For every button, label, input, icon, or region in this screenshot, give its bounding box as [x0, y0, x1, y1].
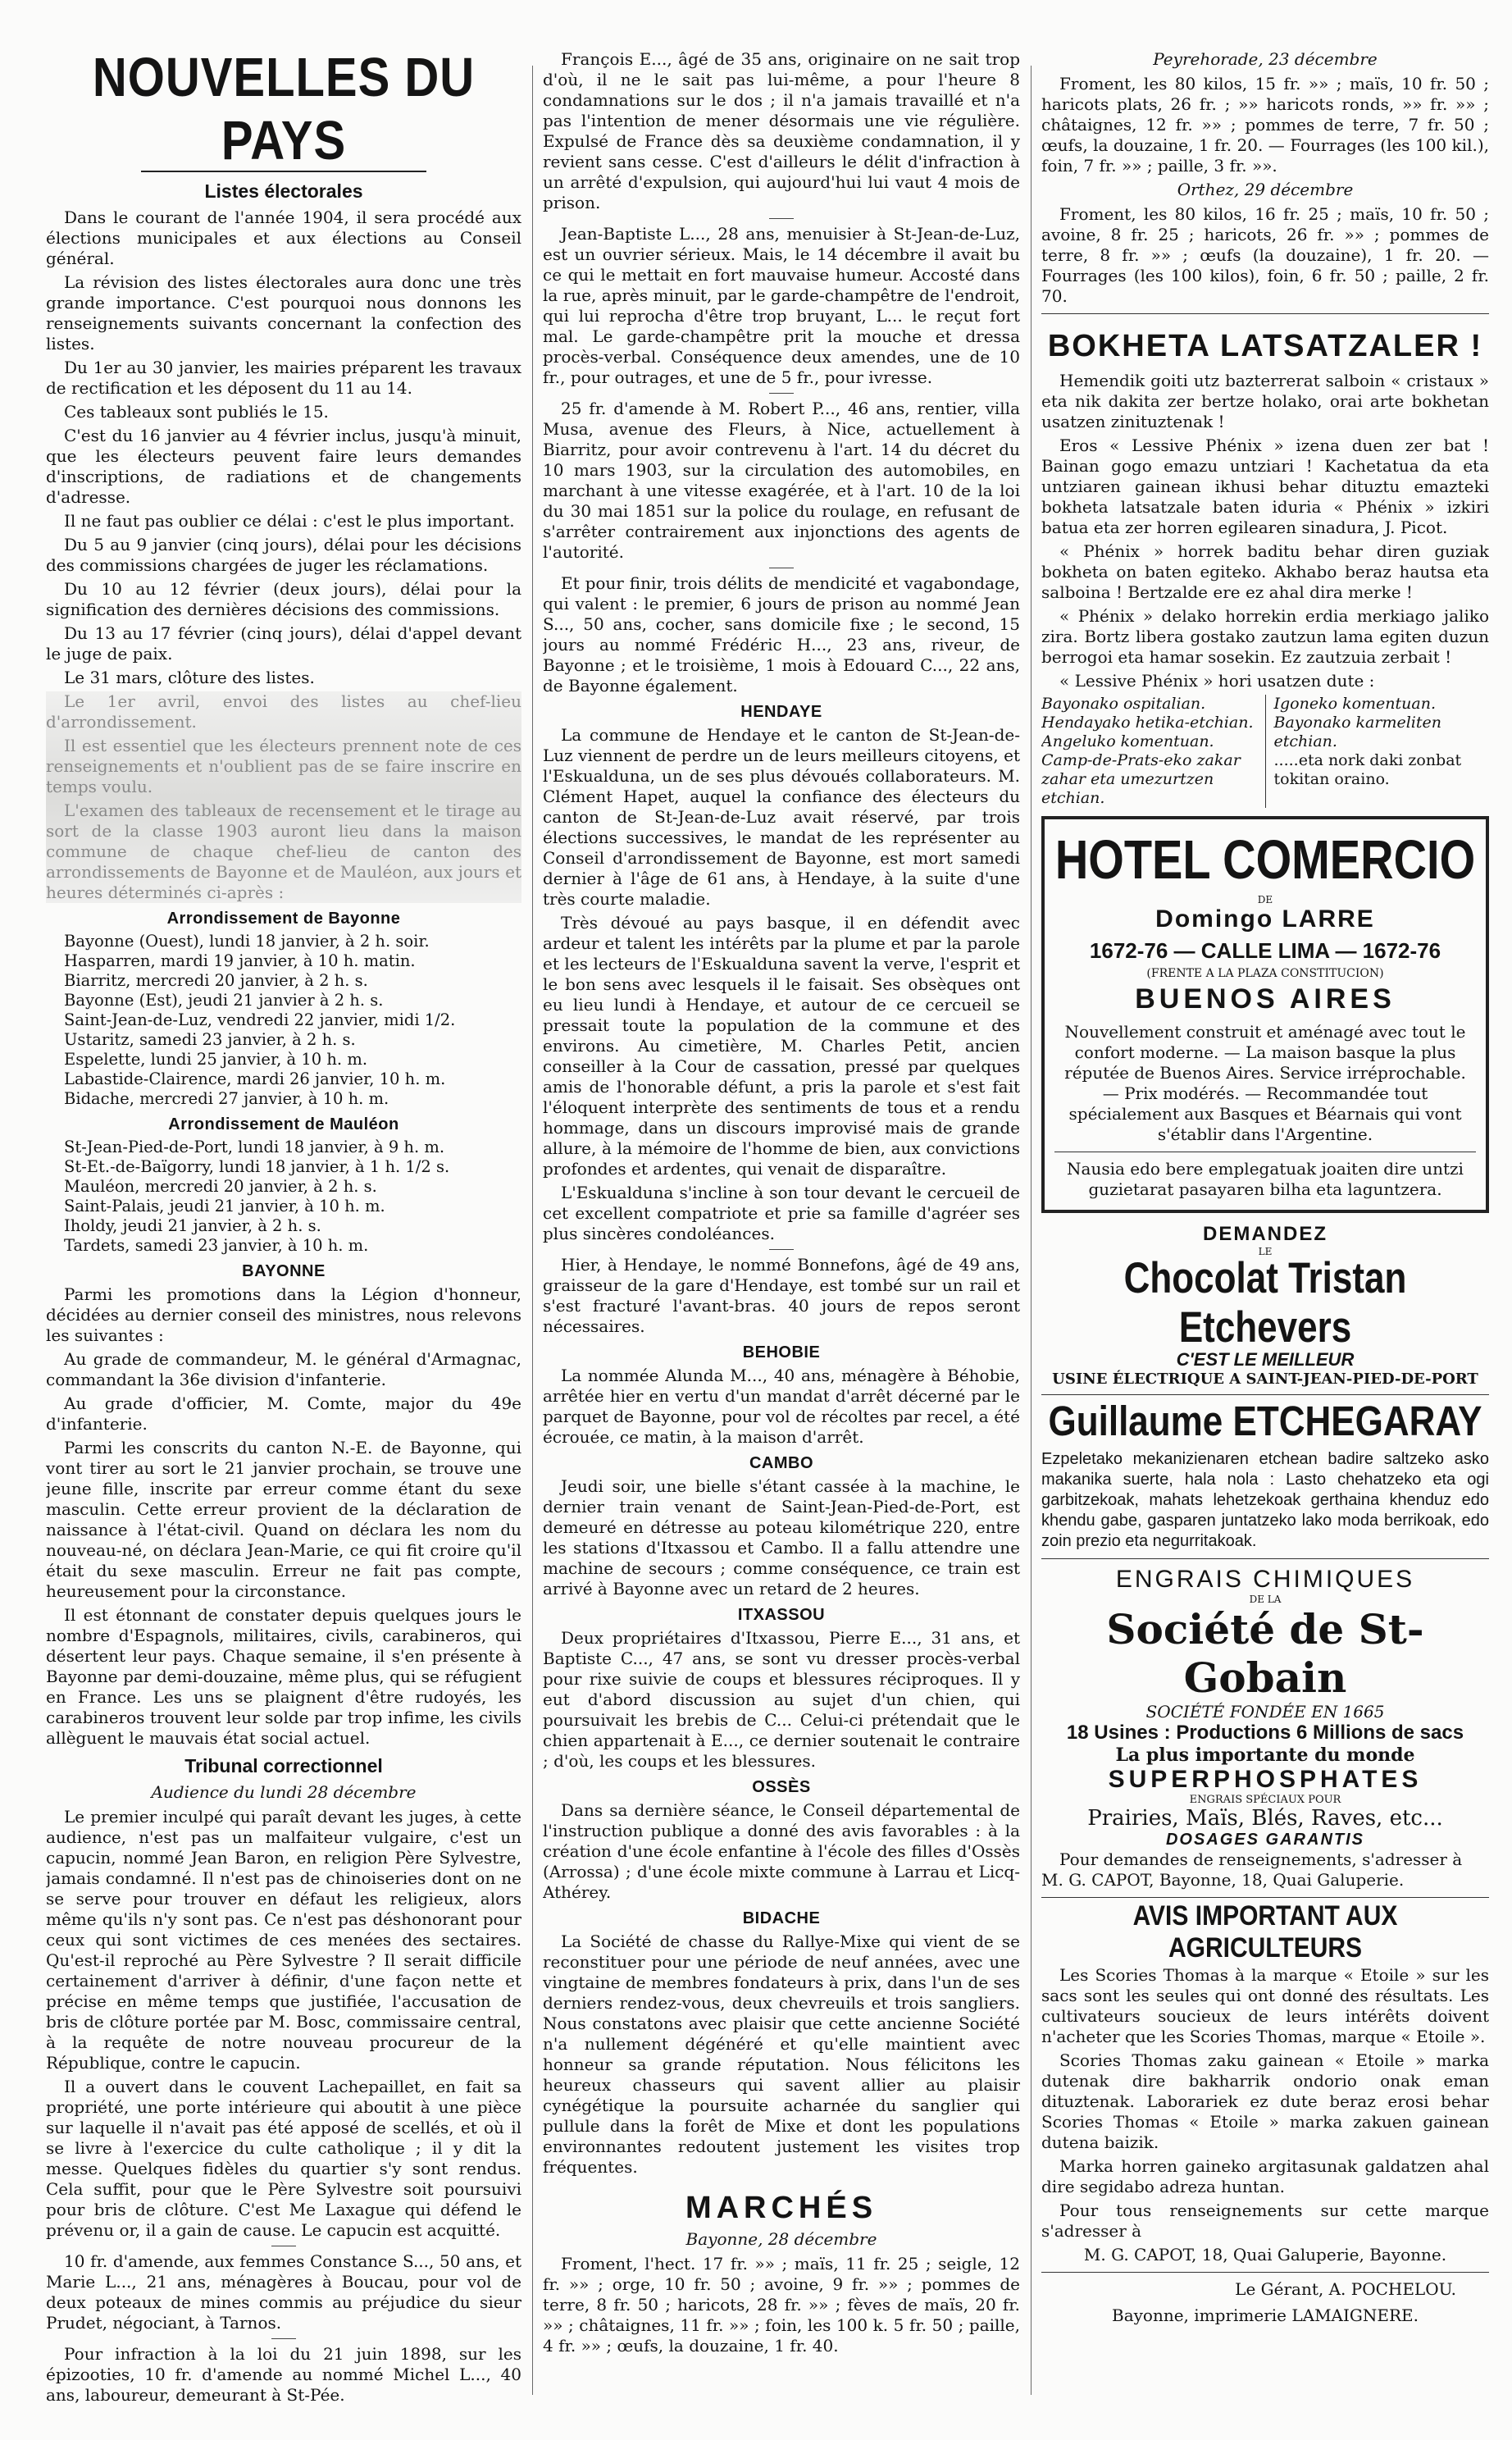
- hotel-city: BUENOS AIRES: [1135, 983, 1396, 1015]
- newspaper-page: [46, 49, 1489, 2411]
- paragraph: Le 31 mars, clôture des listes.: [64, 668, 315, 687]
- bokheta-locations: [1041, 695, 1489, 808]
- paragraph: Hier, à Hendaye, le nommé Bonnefons, âgé de 49 ans, graisseur de la gare d'Hendaye, est tombé sur un rail et s'est fracturé l'avant-bras. 40 jours de repos seront nécessaires.: [543, 1255, 1020, 1336]
- location: Bayonako ospitalian.: [1041, 695, 1206, 713]
- paragraph: Hemendik goiti utz bazterrerat salboin « cristaux » eta nik dakita zer bertze holako, orai arte bokhetan usatzen zinituztenak !: [1041, 371, 1489, 431]
- paragraph: François E..., âgé de 35 ans, originaire on ne sait trop d'où, il ne le sait pas lui-même, a pour l'heure 8 condamnations sur le dos ; il n'a jamais travaillé et n'a pas l'intention de mener désormais une vie régulière. Expulsé de France dès sa deuxième condamnation, il y revient sans cesse. C'est d'ailleurs le délit d'infraction à un arrêté d'expulsion, qui aujourd'hui lui vaut 4 mois de prison.: [543, 49, 1020, 212]
- location: Hendayako hetika-etchian.: [1041, 714, 1254, 732]
- le: LE: [1258, 1246, 1273, 1257]
- faded-print-area: [46, 691, 521, 903]
- separator: [769, 1249, 794, 1250]
- paragraph: Dans le courant de l'année 1904, il sera procédé aux élections municipales et aux élections au Conseil général.: [46, 208, 521, 268]
- schedule-row: Bayonne (Ouest), lundi 18 janvier, à 2 h. soir.: [64, 932, 430, 951]
- paragraph: Du 13 au 17 février (cinq jours), délai d'appel devant le juge de paix.: [46, 623, 521, 664]
- paragraph: « Phénix » horrek baditu behar diren guziak bokheta on baten egiteko. Akhabo beraz hautsa eta salboina ! Bertzalde ere ez ahal dira merke !: [1041, 541, 1489, 602]
- paragraph: Il est essentiel que les électeurs prennent note de ces renseignements et n'oublient pas de se faire inscrire en temps voulu.: [46, 736, 521, 796]
- chocolat-ad: [1041, 1223, 1489, 1388]
- location: .....eta nork daki zonbat tokitan oraino.: [1273, 751, 1462, 788]
- column-1: [46, 49, 521, 2411]
- st-gobain-founded: SOCIÉTÉ FONDÉE EN 1665: [1145, 1702, 1385, 1722]
- hotel-owner: Domingo LARRE: [1155, 905, 1375, 933]
- hotel-address: 1672-76 — CALLE LIMA — 1672-76: [1089, 938, 1441, 963]
- paragraph: Du 10 au 12 février (deux jours), délai pour la signification des dernières décisions des commissions.: [46, 579, 521, 619]
- schedule-row: Mauléon, mercredi 20 janvier, à 2 h. s.: [64, 1177, 377, 1196]
- st-gobain-usines: 18 Usines : Productions 6 Millions de sacs: [1066, 1722, 1464, 1744]
- etchegaray-ad: [1041, 1398, 1489, 1552]
- paragraph: Eros « Lessive Phénix » izena duen zer bat ! Bainan gogo emazu untziari ! Kachetatua da eta untziaren gainean ikhusi behar dituztu emazteki bokheta latsatzale baten iduria « Phénix » izkiri batua eta zer horren egilearen sinadura, J. Picot.: [1041, 436, 1489, 537]
- avis-title: AVIS IMPORTANT AUX AGRICULTEURS: [1132, 1900, 1398, 1963]
- dosages-garantis: DOSAGES GARANTIS: [1165, 1831, 1365, 1849]
- paragraph: Pour infraction à la loi du 21 juin 1898, sur les épizooties, 10 fr. d'amende au nommé Michel L..., 40 ans, laboureur, demeurant à St-Pée.: [46, 2344, 521, 2405]
- paragraph: Jeudi soir, une bielle s'étant cassée à la machine, le dernier train venant de Saint-Jean-Pied-de-Port, est demeuré en détresse au poteau kilométrique 220, entre les stations d'Itxassou et Cambo. Il a fallu attendre une machine de secours ; comme conséquence, ce train est arrivé à Bayonne avec un retard de 2 heures.: [543, 1476, 1020, 1599]
- column-rule: [532, 66, 533, 2395]
- paragraph: Dans sa dernière séance, le Conseil départemental de l'instruction publique a donné des avis favorables : à la création d'une école enfantine à l'école des filles d'Ossès (Arrossa) ; d'une école mixte commune à Larrau et Licq-Athérey.: [543, 1800, 1020, 1902]
- schedule-row: Espelette, lundi 25 janvier, à 10 h. m.: [64, 1050, 368, 1069]
- paragraph: 10 fr. d'amende, aux femmes Constance S..., 50 ans, et Marie L..., 21 ans, ménagères à Boucau, pour vol de deux poteaux de mines commis au préjudice du sieur Prudet, négociant, à Tarnos.: [46, 2251, 521, 2333]
- paragraph: Au grade d'officier, M. Comte, major du 49e d'infanterie.: [46, 1393, 521, 1434]
- schedule-row: Bayonne (Est), jeudi 21 janvier à 2 h. s.: [64, 991, 384, 1010]
- bayonne-schedule: [46, 932, 521, 1109]
- bayonne-section-title: BAYONNE: [242, 1262, 326, 1280]
- paragraph: « Lessive Phénix » hori usatzen dute :: [1059, 671, 1375, 691]
- paragraph: Scories Thomas zaku gainean « Etoile » marka dutenak dire bakharrik ondorio onak eman dituztenak. Laborariek ez dute beraz erosi behar Scories Thomas « Etoile » marka zakuen gainean dutena baizik.: [1041, 2050, 1489, 2152]
- separator: [769, 393, 794, 394]
- paragraph: Pour tous renseignements sur cette marque s'adresser à: [1041, 2201, 1489, 2241]
- paragraph: La nommée Alunda M..., 40 ans, ménagère à Béhobie, arrêtée hier en vertu d'un mandat d'arrêt décerné par le parquet de Bayonne, pour vol de récoltes par recel, a été écrouée, ce matin, à la maison d'arrêt.: [543, 1366, 1020, 1447]
- schedule-row: Tardets, samedi 23 janvier, à 10 h. m.: [64, 1236, 369, 1255]
- paragraph: Au grade de commandeur, M. le général d'Armagnac, commandant la 36e division d'infanterie.: [46, 1349, 521, 1389]
- peyrehorade-subtitle: Peyrehorade, 23 décembre: [1153, 49, 1378, 69]
- paragraph: Du 5 au 9 janvier (cinq jours), délai pour les décisions des commissions chargées de juger les réclamations.: [46, 535, 521, 575]
- st-gobain-contact: Pour demandes de renseignements, s'adresser à M. G. CAPOT, Bayonne, 18, Quai Galuperie.: [1041, 1849, 1463, 1890]
- paragraph: 25 fr. d'amende à M. Robert P..., 46 ans, rentier, villa Musa, avenue des Fleurs, à Nice, actuellement à Biarritz, pour avoir contrevenu à l'art. 14 du décret du 10 mars 1903, sur la circulation des automobiles, en marchant à une vitesse exagérée, et à l'art. 10 de la loi du 30 mai 1851 sur la police du roulage, en refusant de s'arrêter contrairement aux injonctions des agents de l'autorité.: [543, 399, 1020, 562]
- paragraph: L'Eskualduna s'incline à son tour devant le cercueil de cet excellent compatriote et prie sa famille d'agréer ses plus sincères condoléances.: [543, 1183, 1020, 1243]
- paragraph: Jean-Baptiste L..., 28 ans, menuisier à St-Jean-de-Luz, est un ouvrier sérieux. Mais, le 14 décembre il avait bu ce qui le mettait en fort mauvaise humeur. Accosté dans la rue, après minuit, par le garde-champêtre de l'endroit, qui lui reprocha d'être trop bruyant, L... le reçut fort mal. Le garde-champêtre prit la mouche et dressa procès-verbal. Conséquence deux amendes, une de 10 fr., pour outrages, et une de 5 fr., pour ivresse.: [543, 224, 1020, 387]
- hotel-basque-text: Nausia edo bere emplegatuak joaiten dire untzi guzietarat pasayaren bilha eta laguntzera.: [1067, 1159, 1464, 1199]
- chocolat-name: Chocolat Tristan Etchevers: [1123, 1254, 1407, 1352]
- hotel-de: DE: [1257, 894, 1273, 905]
- separator: [1041, 313, 1489, 314]
- schedule-row: Ustaritz, samedi 23 janvier, à 2 h. s.: [64, 1030, 356, 1049]
- schedule-row: Labastide-Clairence, mardi 26 janvier, 10 h. m.: [64, 1069, 446, 1088]
- location: Camp-de-Prats-eko zakar zahar eta umezurtzen etchian.: [1041, 751, 1241, 807]
- schedule-row: St-Et.-de-Baïgorry, lundi 18 janvier, à 1 h. 1/2 s.: [64, 1157, 450, 1176]
- separator: [769, 218, 794, 219]
- paragraph: La commune de Hendaye et le canton de St-Jean-de-Luz viennent de perdre un de leurs meilleurs citoyens, et l'Eskualduna, un de ses plus dévoués collaborateurs. M. Clément Hapet, auquel la confiance des électeurs du canton de St-Jean-de-Luz avait réservé, par trois élections successives, le mandat de les représenter au Conseil d'arrondissement de Bayonne, est mort samedi dernier à l'âge de 61 ans, à Hendaye, à la suite d'une très courte maladie.: [543, 725, 1020, 909]
- schedule-row: Biarritz, mercredi 20 janvier, à 2 h. s.: [64, 971, 368, 990]
- elections-body: [46, 208, 521, 688]
- hotel-text: Nouvellement construit et aménagé avec tout le confort moderne. — La maison basque la plus réputée de Buenos Aires. Service irréprochable. — Prix modérés. — Recommandée tout spécialement aux Basques et Béarnais qui vont s'établir dans l'Argentine.: [1064, 1022, 1466, 1144]
- paragraph: C'est du 16 janvier au 4 février inclus, jusqu'à minuit, que les électeurs peuvent faire leurs demandes d'inscriptions, de radiations et de changements d'adresse.: [46, 426, 521, 507]
- crops: Prairies, Maïs, Blés, Raves, etc...: [1087, 1806, 1443, 1831]
- superphosphates: SUPERPHOSPHATES: [1108, 1766, 1423, 1793]
- paragraph: Il est étonnant de constater depuis quelques jours le nombre d'Espagnols, militaires, civils, carabineros, qui désertent leur pays. Chaque semaine, il s'en présente à Bayonne par demi-douzaine, même plus, qui se réfugient en France. Les uns se plaignent d'être rudoyés, les carabineros trouvent leur solde par trop infime, les civils allèguent le mauvais état social actuel.: [46, 1605, 521, 1748]
- separator: [1041, 2272, 1489, 2273]
- bayonne-arrondissement-title: Arrondissement de Bayonne: [166, 910, 401, 928]
- st-gobain-importante: La plus importante du monde: [1115, 1744, 1415, 1766]
- paragraph: Très dévoué au pays basque, il en défendit avec ardeur et talent les intérêts par la plume et par la parole et les lecteurs de l'Eskualduna savent la verve, l'esprit et le bon sens avec lesquels il le faisait. Ses obsèques ont eu lieu lundi à Hendaye, et autour de ce cercueil se pressait toute la population de la commune et des environs. Au cimetière, M. Charles Petit, ancien conseiller à la Cour de cassation, pressé par quelques amis de l'honorable défunt, a pris la parole et s'est fait l'éloquent interprète des sentiments de tous et a rendu hommage, dans un discours improvisé mais de grande allure, à la mémoire de l'homme de bien, aux convictions profondes et ardentes, qui venait de disparaître.: [543, 913, 1020, 1179]
- paragraph: L'examen des tableaux de recensement et le tirage au sort de la classe 1903 auront lieu dans la maison commune de chaque chef-lieu de canton des arrondissements de Bayonne et de Mauléon, aux jours et heures déterminés ci-après :: [46, 800, 521, 902]
- paragraph: La révision des listes électorales aura donc une très grande importance. C'est pourquoi nous donnons les renseignements suivants concernant la confection des listes.: [46, 272, 521, 353]
- paragraph: Il a ouvert dans le couvent Lachepaillet, en fait sa propriété, une porte intérieure qui aboutit à une pièce sur laquelle il n'avait pas été apposé de scellés, et où il se livre à l'exercice du culte catholique ; il y dit la messe. Quelques fidèles du quartier s'y sont rendus. Cela suffit, pour que le Père Sylvestre soit poursuivi pour bris de clôture. C'est Me Laxague qui défend le prévenu or, il a gain de cause. Le capucin est acquitté.: [46, 2077, 521, 2240]
- tribunal-subtitle: Audience du lundi 28 décembre: [151, 1782, 417, 1802]
- cambo-title: CAMBO: [749, 1454, 814, 1472]
- gerant-signature: Le Gérant, A. POCHELOU.: [1235, 2279, 1456, 2299]
- location-divider: [1265, 695, 1266, 808]
- itxassou-title: ITXASSOU: [737, 1606, 826, 1624]
- hotel-frente: (FRENTE A LA PLAZA CONSTITUCION): [1146, 967, 1384, 980]
- paragraph: Froment, l'hect. 17 fr. »» ; maïs, 11 fr. 25 ; seigle, 12 fr. »» ; orge, 10 fr. 50 ; avoine, 9 fr. »» ; pommes de terre, 8 fr. 50 ; haricots, 28 fr. »» ; fèves de maïs, 20 fr. »» ; châtaignes, 11 fr. »» ; foin, les 100 k. 5 fr. 50 ; paille, 4 fr. »» ; œufs, la douzaine, 1 fr. 40.: [543, 2254, 1020, 2356]
- hotel-comercio-ad: [1041, 816, 1489, 1213]
- chocolat-usine: USINE ÉLECTRIQUE A SAINT-JEAN-PIED-DE-PORT: [1052, 1371, 1478, 1388]
- chocolat-best: C'EST LE MEILLEUR: [1176, 1349, 1355, 1370]
- paragraph: Parmi les promotions dans la Légion d'honneur, décidées au dernier conseil des ministres, nous relevons les suivantes :: [46, 1284, 521, 1345]
- separator: [271, 2338, 296, 2339]
- separator: [1041, 1897, 1489, 1898]
- schedule-row: Saint-Palais, jeudi 21 janvier, à 10 h. m.: [64, 1197, 385, 1215]
- etchegaray-text: Ezpeletako mekanizienaren etchean badire saltzeko asko makanika suerte, hala nola : Lasto chehatzeko eta ogi garbitzekoak, mahats lehetzekoak gerthaina khenduz edo khendu gabe, gasparen juntatzeko lako moda berrikoak, edo zoin prezio eta negurritakoak.: [1041, 1450, 1489, 1550]
- bokheta-title: BOKHETA LATSATZALER !: [1047, 329, 1483, 363]
- st-gobain-name: Société de St-Gobain: [1106, 1605, 1424, 1702]
- bidache-title: BIDACHE: [742, 1909, 821, 1927]
- bokheta-locations-left: [1041, 695, 1257, 808]
- location: Bayonako karmeliten etchian.: [1273, 714, 1441, 750]
- paragraph: Froment, les 80 kilos, 15 fr. »» ; maïs, 10 fr. 50 ; haricots plats, 26 fr. ; »» haricots ronds, »» fr. »» ; châtaignes, 12 fr. »» ; pommes de terre, 7 fr. 50 ; œufs, la douzaine, 1 fr. 20. — Fourrages (les 100 kil.), foin, 7 fr. »» ; paille, 3 fr. »».: [1041, 74, 1489, 176]
- paragraph: Et pour finir, trois délits de mendicité et vagabondage, qui valent : le premier, 6 jours de prison au nommé Jean S..., 50 ans, cocher, sans domicile fixe ; le second, 15 jours au nommé Frédéric H..., 23 ans, riveur, de Bayonne ; et le troisième, 1 mois à Edouard C..., 22 ans, de Bayonne également.: [543, 573, 1020, 696]
- paragraph: Du 1er au 30 janvier, les mairies préparent les travaux de rectification et les déposent du 11 au 14.: [46, 358, 521, 398]
- paragraph: Marka horren gaineko argitasunak galdatzen ahal dire segidabo adreza huntan.: [1041, 2156, 1489, 2196]
- engrais-chimiques: ENGRAIS CHIMIQUES: [1115, 1566, 1415, 1593]
- location: Angeluko komentuan.: [1041, 732, 1214, 750]
- schedule-row: St-Jean-Pied-de-Port, lundi 18 janvier, à 9 h. m.: [64, 1138, 445, 1156]
- behobie-title: BEHOBIE: [742, 1343, 821, 1361]
- st-gobain-ad: [1041, 1566, 1489, 1890]
- marches-title: MARCHÉS: [685, 2191, 878, 2225]
- location: Igoneko komentuan.: [1273, 695, 1437, 713]
- paragraph: Ces tableaux sont publiés le 15.: [64, 402, 329, 422]
- engrais-speciaux: ENGRAIS SPÉCIAUX POUR: [1189, 1794, 1341, 1806]
- orthez-subtitle: Orthez, 29 décembre: [1177, 180, 1354, 199]
- mauleon-schedule: [46, 1138, 521, 1256]
- osses-title: OSSÈS: [752, 1778, 811, 1796]
- paragraph: Parmi les conscrits du canton N.-E. de Bayonne, qui vont tirer au sort le 21 janvier prochain, se trouve une jeune fille, inscrite par erreur comme étant du sexe masculin. Cette erreur provient de la déclaration de naissance à l'état-civil. Quand on déclara les nom du nouveau-né, on déclara Jean-Marie, ce qui fit croire qu'il était du sexe masculin. Erreur ne fait pas compte, heureusement pour la circonstance.: [46, 1438, 521, 1601]
- de-la: DE LA: [1249, 1594, 1282, 1605]
- bokheta-locations-right: [1274, 695, 1490, 808]
- avis-contact: M. G. CAPOT, 18, Quai Galuperie, Bayonne.: [1083, 2245, 1447, 2264]
- paragraph: Il ne faut pas oublier ce délai : c'est le plus important.: [64, 511, 515, 531]
- hotel-name: HOTEL COMERCIO: [1054, 828, 1476, 891]
- avis-ad: [1041, 1900, 1489, 2265]
- column-3: [1041, 49, 1489, 2411]
- mauleon-arrondissement-title: Arrondissement de Mauléon: [168, 1115, 399, 1133]
- paragraph: La Société de chasse du Rallye-Mixe qui vient de se reconstituer pour une période de neuf années, avec une vingtaine de membres fondateurs à prix, dans l'un de ses derniers rendez-vous, deux chevreuils et trois sangliers. Nous constatons avec plaisir que cette ancienne Société n'a nullement dégénéré et qu'elle maintient avec honneur sa grande réputation. Nous félicitons les heureux chasseurs qui savent allier au plaisir cynégétique la poursuite acharnée du sanglier qui pullule dans la forêt de Mixe et dont les populations environnantes redoutent justement les visites trop fréquentes.: [543, 1931, 1020, 2177]
- paragraph: Les Scories Thomas à la marque « Etoile » sur les sacs sont les seules qui ont donné des résultats. Les cultivateurs soucieux de leurs intérêts doivent n'acheter que les Scories Thomas, marque « Etoile ».: [1041, 1965, 1489, 2046]
- schedule-row: Hasparren, mardi 19 janvier, à 10 h. matin.: [64, 951, 416, 970]
- marches-subtitle: Bayonne, 28 décembre: [685, 2229, 877, 2249]
- separator: [1041, 1394, 1489, 1395]
- paragraph: Le 1er avril, envoi des listes au chef-lieu d'arrondissement.: [46, 691, 521, 732]
- paragraph: Froment, les 80 kilos, 16 fr. 25 ; maïs, 10 fr. 50 ; avoine, 8 fr. 25 ; haricots, 26 fr. »» ; pommes de terre, 8 fr. »» ; œufs (la douzaine), 1 fr. 20. — Fourrages (les 100 kilos), foin, 6 fr. 50 ; paille, 2 fr. 70.: [1041, 204, 1489, 306]
- elections-title: Listes électorales: [204, 180, 363, 202]
- hendaye-title: HENDAYE: [740, 703, 822, 721]
- schedule-row: Bidache, mercredi 27 janvier, à 10 h. m.: [64, 1089, 389, 1108]
- paragraph: Deux propriétaires d'Itxassou, Pierre E..., 31 ans, et Baptiste C..., 47 ans, se sont vu dresser procès-verbal pour rixe suivie de coups et blessures réciproques. Il y eut d'abord discussion au sujet d'un chien, qui poursuivait les brebis de C... Celui-ci prétendait que le chien appartenait à E..., ce dernier soutenait le contraire ; d'où, les coups et les blessures.: [543, 1628, 1020, 1771]
- paragraph: « Phénix » delako horrekin erdia merkiago jaliko zira. Bortz libera gostako zautzun lama egiten duzun berrogoi eta hamar sosekin. Ez zautzuia zerbait !: [1041, 606, 1489, 667]
- paragraph: Le premier inculpé qui paraît devant les juges, à cette audience, n'est pas un malfaiteur vulgaire, c'est un capucin, nommé Jean Baron, en religion Père Sylvestre, jamais condamné. Il n'est pas de chinoiseries dont on ne se serve pour trouver en défaut les religieux, alors même qu'ils n'y sont pas. Ce n'est pas déshonorant pour ceux qui sont victimes de ces menées des sectaires. Qu'est-il reproché au Père Sylvestre ? Il serait difficile certainement d'arriver à définir, d'une façon nette et précise en même temps que justifiée, l'accusation de bris de clôture portée par M. Bosc, commissaire central, à la requête de notre nouveau procureur de la République, contre le capucin.: [46, 1807, 521, 2073]
- column-2: [543, 49, 1020, 2411]
- schedule-row: Saint-Jean-de-Luz, vendredi 22 janvier, midi 1/2.: [64, 1010, 456, 1029]
- schedule-row: Iholdy, jeudi 21 janvier, à 2 h. s.: [64, 1216, 321, 1235]
- imprimerie: Bayonne, imprimerie LAMAIGNERE.: [1112, 2305, 1419, 2325]
- column-rule: [1031, 66, 1032, 2395]
- tribunal-title: Tribunal correctionnel: [184, 1755, 383, 1776]
- separator: [1041, 1558, 1489, 1559]
- demandez: DEMANDEZ: [1203, 1223, 1328, 1245]
- masthead: NOUVELLES DU PAYS: [92, 49, 476, 171]
- etchegaray-name: Guillaume ETCHEGARAY: [1048, 1398, 1482, 1445]
